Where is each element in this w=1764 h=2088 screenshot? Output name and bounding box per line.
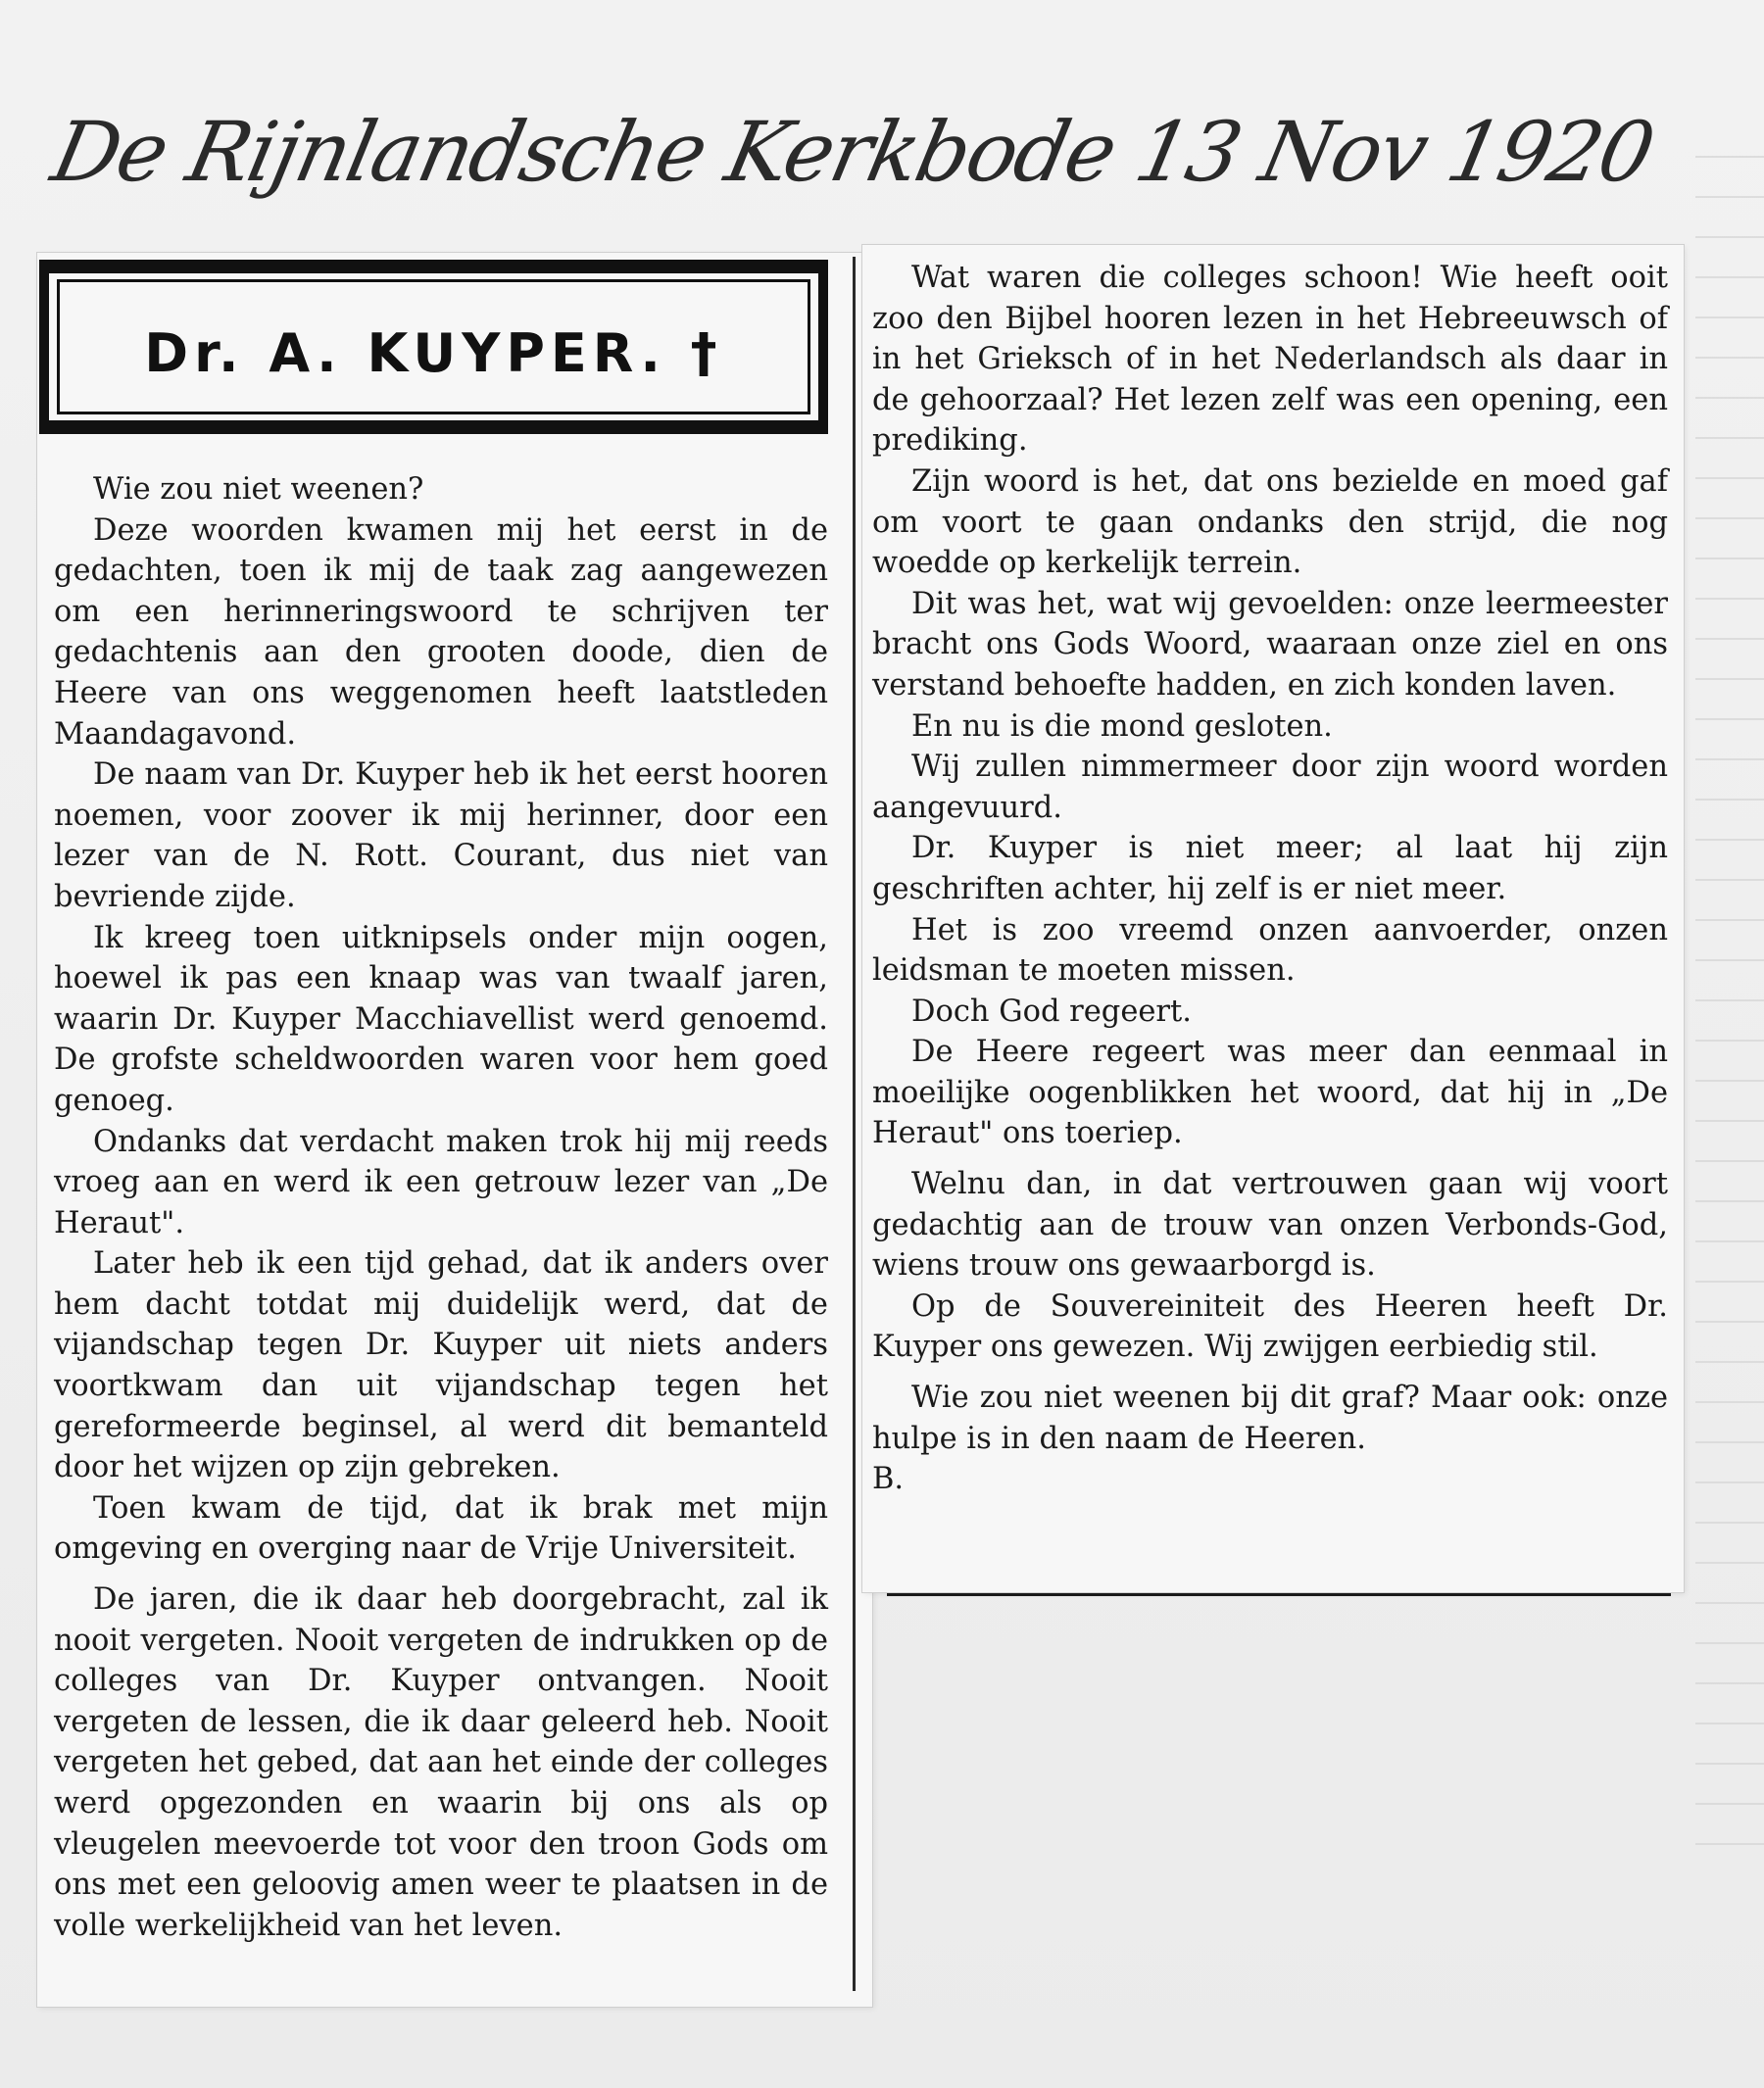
paragraph: Het is zoo vreemd onzen aanvoerder, onzen leidsman te moeten missen. [872, 912, 1668, 989]
paragraph: Wij zullen nimmermeer door zijn woord worden aangevuurd. [872, 750, 1668, 825]
paragraph: Dr. Kuyper is niet meer; al laat hij zijn geschriften achter, hij zelf is er niet meer. [872, 831, 1668, 906]
signature: B. [872, 1462, 905, 1497]
paragraph: Wat waren die colleges schoon! Wie heeft ooit zoo den Bijbel hooren lezen in het Hebreeuwsch of in het Grieksch of in het Nederlandsch als daar in de gehoorzaal? Het lezen zelf was een opening, een prediking. [872, 261, 1668, 459]
paragraph: En nu is die mond gesloten. [911, 708, 1333, 744]
paragraph: Ondanks dat verdacht maken trok hij mij reeds vroeg aan en werd ik een getrouw lezer van „De Heraut". [54, 1124, 828, 1240]
paragraph: Welnu dan, in dat vertrouwen gaan wij voort gedachtig aan de trouw van onzen Verbonds-God, wiens trouw ons gewaarborgd is. [872, 1167, 1668, 1284]
paragraph: Wie zou niet weenen? [93, 472, 424, 507]
column-divider [853, 257, 856, 1991]
article-title: Dr. A. KUYPER. † [144, 322, 723, 384]
paragraph: Deze woorden kwamen mij het eerst in de gedachten, toen ik mij de taak zag aangewezen om een herinneringswoord te schrijven ter gedachtenis aan den grooten doode, dien de Heere van ons weggenomen heeft laatstleden Maandagavond. [54, 512, 828, 752]
article-end-rule [887, 1593, 1671, 1596]
paragraph: Dit was het, wat wij gevoelden: onze leermeester bracht ons Gods Woord, waaraan onze ziel en ons verstand behoefte hadden, en zich konden laven. [872, 586, 1668, 703]
paragraph: De Heere regeert was meer dan eenmaal in moeilijke oogenblikken het woord, dat hij in „De Heraut" ons toeriep. [872, 1035, 1668, 1151]
paragraph: Zijn woord is het, dat ons bezielde en moed gaf om voort te gaan ondanks den strijd, die nog woedde op kerkelijk terrein. [872, 463, 1668, 581]
handwritten-header: De Rijnlandsche Kerkbode 13 Nov 1920 [44, 104, 1661, 200]
paragraph: Wie zou niet weenen bij dit graf? Maar ook: onze hulpe is in den naam de Heeren. [872, 1381, 1668, 1456]
paragraph: De naam van Dr. Kuyper heb ik het eerst hooren noemen, voor zoover ik mij herinner, door een lezer van de N. Rott. Courant, dus niet van bevriende zijde. [54, 757, 828, 914]
paragraph: Later heb ik een tijd gehad, dat ik anders over hem dacht totdat mij duidelijk werd, dat de vijandschap tegen Dr. Kuyper uit niets anders voortkwam dan uit vijandschap tegen het gereformeerde beginsel, al werd dit bemanteld door het wijzen op zijn gebreken. [54, 1246, 828, 1485]
right-column [872, 258, 1668, 1500]
left-column [54, 469, 828, 1946]
title-frame [39, 260, 828, 434]
paragraph: Ik kreeg toen uitknipsels onder mijn oogen, hoewel ik pas een knaap was van twaalf jaren, waarin Dr. Kuyper Macchiavellist werd genoemd. De grofste scheldwoorden waren voor hem goed genoeg. [54, 920, 828, 1118]
paragraph: De jaren, die ik daar heb doorgebracht, zal ik nooit vergeten. Nooit vergeten de indrukken op de colleges van Dr. Kuyper ontvangen. Nooit vergeten de lessen, die ik daar geleerd heb. Nooit vergeten het gebed, dat aan het einde der colleges werd opgezonden en waarin bij ons als op vleugelen meevoerde tot voor den troon Gods om ons met een geloovig amen weer te plaatsen in de volle werkelijkheid van het leven. [54, 1582, 828, 1943]
paragraph: Doch God regeert. [911, 994, 1192, 1029]
paragraph: Toen kwam de tijd, dat ik brak met mijn omgeving en overging naar de Vrije Universiteit. [54, 1490, 828, 1567]
paragraph: Op de Souvereiniteit des Heeren heeft Dr. Kuyper ons gewezen. Wij zwijgen eerbiedig stil. [872, 1288, 1668, 1365]
ruled-lines [1695, 118, 1764, 1881]
